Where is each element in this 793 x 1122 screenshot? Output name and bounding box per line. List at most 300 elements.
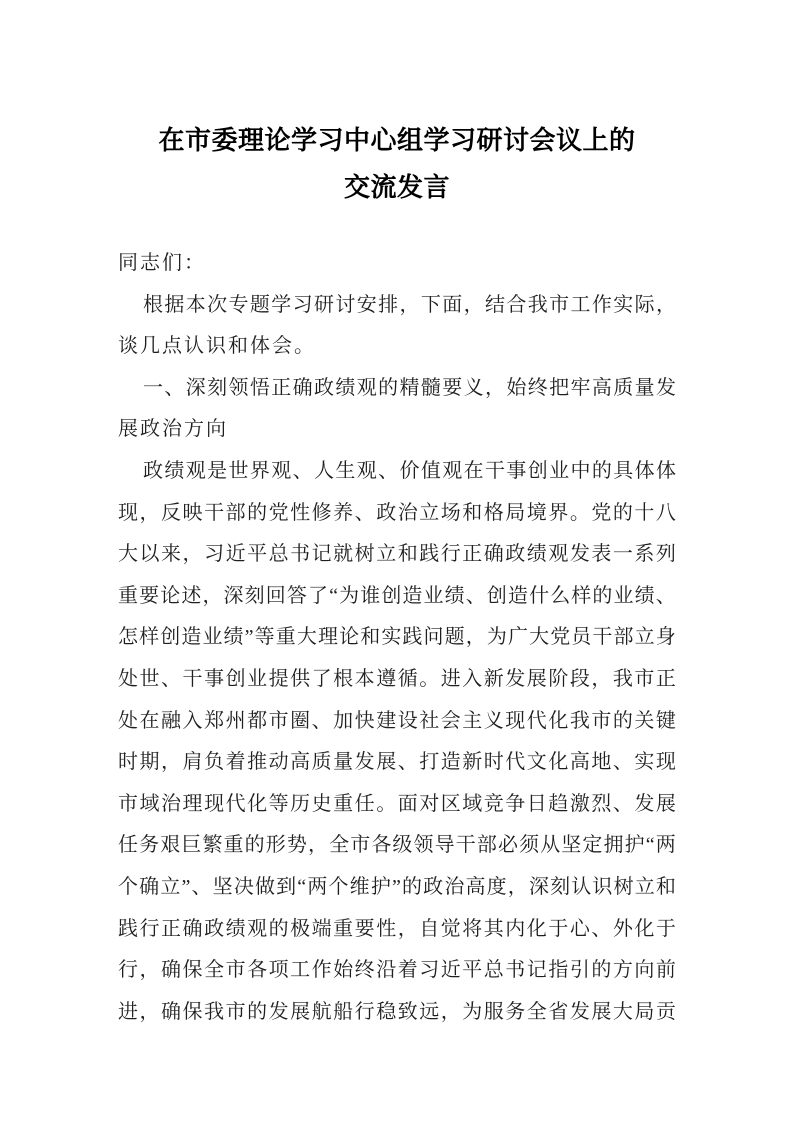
text-char: 书 [290, 543, 311, 566]
text-char: 树 [354, 543, 375, 566]
text-char: 进 [440, 667, 461, 690]
text-char: 着 [225, 751, 246, 774]
text-char: 要 [354, 917, 375, 940]
text-char: 养 [333, 501, 354, 524]
document-body [118, 243, 676, 1033]
text-char: 到 [276, 875, 297, 898]
text-char: 主 [462, 709, 483, 732]
text-char: 生 [335, 459, 356, 482]
text-char: 样 [571, 584, 592, 607]
text-char: 创 [381, 584, 402, 607]
text-char: 全 [526, 1000, 547, 1023]
text-char: 样 [139, 626, 160, 649]
text-line [118, 659, 676, 701]
text-char: 根 [143, 293, 163, 316]
text-char: 人 [314, 459, 334, 482]
text-char: 修 [311, 501, 332, 524]
text-char: 市 [118, 792, 138, 815]
text-line [118, 742, 676, 784]
text-char: 下 [420, 293, 441, 316]
text-char: ， [307, 834, 328, 857]
text-line: 同志们： [118, 252, 206, 274]
text-char: ， [182, 543, 203, 566]
text-char: 、 [354, 501, 375, 524]
text-char: 观 [271, 459, 292, 482]
text-char: 次 [207, 293, 228, 316]
text-char: 稳 [376, 1000, 397, 1023]
text-char: 化 [548, 751, 569, 774]
text-char: 循 [397, 667, 418, 690]
text-char: 设 [397, 709, 418, 732]
text-char: 护 [624, 834, 645, 857]
text-char: 航 [311, 1000, 332, 1023]
text-char: 致 [397, 1000, 418, 1023]
text-char: 员 [571, 626, 592, 649]
text-char: 代 [225, 792, 246, 815]
text-char: 进 [118, 1000, 138, 1023]
text-char: ， [440, 1000, 461, 1023]
text-char: 干 [182, 667, 203, 690]
text-char: 体 [656, 459, 676, 482]
text-char: ， [202, 584, 223, 607]
text-char: 争 [505, 792, 526, 815]
text-char: 从 [540, 834, 561, 857]
text-char: 激 [569, 792, 590, 815]
text-char: 内 [505, 917, 526, 940]
text-char: 刻 [550, 875, 571, 898]
text-char: ， [465, 626, 486, 649]
text-char: 政 [314, 376, 334, 399]
text-char: 立 [419, 501, 440, 524]
text-char: 论 [339, 626, 360, 649]
text-char: 级 [392, 834, 413, 857]
text-char: 服 [483, 1000, 504, 1023]
text-char: 在 [463, 459, 484, 482]
text-char: 社 [419, 709, 440, 732]
text-char: 场 [440, 501, 461, 524]
text-char: 行 [118, 959, 138, 982]
text-char: 始 [506, 376, 527, 399]
text-char: 习 [204, 543, 225, 566]
text-char: 干 [485, 459, 505, 482]
text-char: 确 [182, 917, 203, 940]
text-char: 确 [483, 543, 504, 566]
text-char: 高 [465, 875, 486, 898]
text-char: 认 [571, 875, 592, 898]
text-char: 学 [271, 293, 292, 316]
text-char: 发 [569, 543, 590, 566]
text-char: 各 [371, 834, 392, 857]
text-char: 创 [225, 667, 246, 690]
text-char: 大 [118, 543, 138, 566]
text-char: 展 [376, 751, 397, 774]
text-char: 观 [356, 459, 377, 482]
text-char: 业 [613, 584, 634, 607]
text-char: 个 [118, 875, 138, 898]
text-char: 的 [244, 834, 265, 857]
text-char: ， [397, 917, 418, 940]
text-char: ， [161, 751, 182, 774]
text-char: 了 [311, 667, 332, 690]
text-char: 极 [290, 917, 311, 940]
text-char: 行 [139, 917, 160, 940]
text-line [118, 701, 676, 743]
text-char: 大 [612, 1000, 633, 1023]
text-char: 处 [118, 667, 138, 690]
text-char: 政 [423, 875, 444, 898]
text-char: 阶 [548, 667, 569, 690]
text-char: 沿 [376, 959, 397, 982]
text-char: 的 [591, 459, 612, 482]
text-char: 关 [634, 709, 655, 732]
text-char: 问 [423, 626, 444, 649]
text-char: 高 [290, 751, 311, 774]
text-char: 观 [442, 459, 463, 482]
text-char: 记 [311, 543, 332, 566]
text-char: 圈 [290, 709, 311, 732]
text-char: 题 [444, 626, 465, 649]
text-char: 治 [161, 792, 182, 815]
document-title-line-2: 交流发言 [343, 173, 450, 202]
text-char: 动 [268, 751, 289, 774]
text-char: 身 [655, 626, 676, 649]
text-char: 确 [161, 959, 182, 982]
text-char: 、 [378, 459, 399, 482]
text-char: 深 [185, 376, 206, 399]
text-char: 等 [254, 626, 275, 649]
text-char: 代 [505, 751, 526, 774]
text-char: 维 [349, 875, 370, 898]
text-char: 广 [507, 626, 528, 649]
text-char: 的 [592, 584, 613, 607]
text-char: 局 [505, 501, 526, 524]
text-char: 、 [591, 917, 612, 940]
text-char: 郑 [204, 709, 225, 732]
text-char: 深 [223, 584, 244, 607]
text-char: 定 [582, 834, 603, 857]
text-char: 务 [505, 1000, 526, 1023]
text-char: 务 [139, 834, 160, 857]
text-char: 确 [139, 875, 160, 898]
text-char: 专 [228, 293, 249, 316]
text-char: ， [507, 875, 528, 898]
text-char: 度 [486, 875, 507, 898]
text-line [118, 576, 676, 618]
text-char: 刻 [207, 376, 228, 399]
text-char: 。 [569, 501, 590, 524]
text-char: 加 [333, 709, 354, 732]
text-char: 文 [526, 751, 547, 774]
text-char: 船 [333, 1000, 354, 1023]
text-char: 题 [249, 293, 270, 316]
document-title [118, 117, 676, 211]
document-title-line-1: 在市委理论学习中心组学习研讨会议上的 [158, 126, 636, 155]
text-char: 表 [591, 543, 612, 566]
text-char: 市 [591, 709, 612, 732]
text-char: 。 [376, 792, 397, 815]
text-char: 正 [462, 543, 483, 566]
text-char: 绩 [444, 584, 465, 607]
text-char: 践 [118, 917, 138, 940]
text-char: 势 [286, 834, 307, 857]
text-char: 、 [397, 751, 418, 774]
text-line [118, 617, 676, 659]
text-char: 外 [612, 917, 633, 940]
text-char: 决 [233, 875, 254, 898]
text-char: 识 [592, 875, 613, 898]
text-char: 业 [549, 459, 570, 482]
text-char: 建 [376, 709, 397, 732]
text-char: 局 [634, 1000, 655, 1023]
text-char: 行 [440, 543, 461, 566]
text-char: 界 [249, 459, 270, 482]
text-char: 个 [328, 875, 349, 898]
text-char: 负 [204, 751, 225, 774]
text-char: 习 [419, 959, 440, 982]
text-char: 为 [486, 626, 507, 649]
text-char: 须 [519, 834, 540, 857]
text-line: 谈几点认识和体会。 [118, 335, 316, 358]
text-char: “ [297, 875, 307, 898]
text-char: 历 [290, 792, 311, 815]
text-char: 造 [507, 584, 528, 607]
text-char: 史 [311, 792, 332, 815]
text-char: 市 [634, 667, 655, 690]
text-char: 政 [376, 501, 397, 524]
text-char: 确 [161, 1000, 182, 1023]
text-char: 据 [164, 293, 185, 316]
text-char: 牢 [570, 376, 591, 399]
text-char: 践 [402, 626, 423, 649]
text-char: 一 [612, 543, 633, 566]
text-char: 。 [419, 667, 440, 690]
text-char: 质 [311, 751, 332, 774]
text-char: 近 [440, 959, 461, 982]
text-char: 回 [265, 584, 286, 607]
text-char: 创 [160, 626, 181, 649]
text-char: 市 [225, 1000, 246, 1023]
text-char: 高 [569, 751, 590, 774]
text-char: 的 [591, 959, 612, 982]
text-char: 绩 [223, 626, 244, 649]
text-char: 、 [292, 459, 313, 482]
text-char: 部 [613, 626, 634, 649]
text-char: 艰 [160, 834, 181, 857]
text-char: 深 [528, 875, 549, 898]
text-char: “ [645, 834, 655, 857]
text-char: 际 [634, 293, 655, 316]
text-char: ” [181, 875, 191, 898]
text-char: 大 [529, 626, 550, 649]
text-char: 、 [612, 751, 633, 774]
text-char: “ [329, 584, 338, 607]
text-char: 终 [527, 376, 548, 399]
text-char: 树 [613, 875, 634, 898]
text-char: 和 [462, 501, 483, 524]
text-char: 市 [225, 959, 246, 982]
text-char: 方 [612, 959, 633, 982]
text-char: 终 [354, 959, 375, 982]
text-char: 对 [419, 792, 440, 815]
text-line [118, 784, 676, 826]
text-char: 地 [591, 751, 612, 774]
text-char: 护 [370, 875, 391, 898]
text-char: 绩 [526, 543, 547, 566]
text-char: 现 [655, 751, 676, 774]
text-char: 日 [526, 792, 547, 815]
text-char: 全 [329, 834, 350, 857]
text-char: 做 [254, 875, 275, 898]
text-char: 心 [569, 917, 590, 940]
text-char: 创 [527, 459, 548, 482]
text-char: 体 [634, 459, 655, 482]
text-char: 为 [462, 1000, 483, 1023]
text-char: 值 [420, 459, 441, 482]
text-char: 党 [268, 501, 289, 524]
text-char: 是 [207, 459, 228, 482]
text-char: 刻 [244, 584, 265, 607]
text-char: 趋 [548, 792, 569, 815]
text-char: 谁 [360, 584, 381, 607]
text-char: 立 [634, 875, 655, 898]
text-char: 都 [247, 709, 268, 732]
text-line [118, 950, 676, 992]
text-char: 化 [247, 792, 268, 815]
text-line [118, 992, 676, 1034]
text-char: 重 [223, 834, 244, 857]
text-char: 精 [399, 376, 420, 399]
text-char: 部 [225, 501, 246, 524]
text-char: 绩 [634, 584, 655, 607]
text-line [118, 451, 676, 493]
text-char: 绩 [225, 917, 246, 940]
text-char: 键 [655, 709, 676, 732]
text-char: 入 [182, 709, 203, 732]
text-line [118, 368, 676, 410]
text-char: 观 [247, 917, 268, 940]
text-char: 、 [164, 376, 185, 399]
text-char: 坚 [212, 875, 233, 898]
text-char: 世 [139, 667, 160, 690]
text-char: 习 [292, 293, 313, 316]
text-char: 自 [419, 917, 440, 940]
text-char: 论 [160, 584, 181, 607]
text-char: 提 [268, 667, 289, 690]
text-char: 八 [655, 501, 676, 524]
text-char: 坚 [561, 834, 582, 857]
text-char: 干 [455, 834, 476, 857]
text-char: 入 [462, 667, 483, 690]
text-char: 治 [444, 875, 465, 898]
text-char: 的 [247, 501, 268, 524]
text-line [118, 534, 676, 576]
text-char: 怎 [118, 626, 138, 649]
text-char: 述 [181, 584, 202, 607]
text-char: 将 [462, 917, 483, 940]
text-char: 境 [526, 501, 547, 524]
text-char: 记 [526, 959, 547, 982]
text-char: 了 [307, 584, 328, 607]
text-char: 工 [290, 959, 311, 982]
text-char: 新 [483, 667, 504, 690]
text-char: 平 [462, 959, 483, 982]
text-char: 研 [314, 293, 334, 316]
text-char: 造 [440, 751, 461, 774]
text-char: 的 [402, 875, 423, 898]
text-char: 发 [569, 1000, 590, 1023]
text-char: 和 [397, 543, 418, 566]
text-char: 党 [591, 501, 612, 524]
text-char: 安 [356, 293, 377, 316]
text-char: 向 [634, 959, 655, 982]
text-char: 十 [634, 501, 655, 524]
text-char: 导 [434, 834, 455, 857]
text-char: ， [656, 293, 676, 316]
text-char: 端 [311, 917, 332, 940]
text-line [118, 909, 676, 951]
text-char: 义 [483, 709, 504, 732]
text-char: 和 [655, 875, 676, 898]
text-char: 展 [290, 1000, 311, 1023]
text-char: 干 [204, 501, 225, 524]
text-char: 为 [339, 584, 360, 607]
text-char: 世 [228, 459, 249, 482]
text-char: 市 [268, 709, 289, 732]
text-char: 正 [271, 376, 292, 399]
text-char: 展 [655, 792, 676, 815]
text-char: 践 [419, 543, 440, 566]
text-char: 一 [143, 376, 163, 399]
text-char: 快 [354, 709, 375, 732]
text-char: 烈 [591, 792, 612, 815]
text-char: 总 [268, 543, 289, 566]
text-line [118, 825, 676, 867]
text-char: 和 [360, 626, 381, 649]
text-char: 重 [333, 792, 354, 815]
text-char: 性 [376, 917, 397, 940]
text-char: 以 [139, 543, 160, 566]
text-char: 本 [354, 667, 375, 690]
text-char: 、 [311, 709, 332, 732]
text-char: 融 [161, 709, 182, 732]
text-char: 任 [118, 834, 138, 857]
text-char: 讨 [335, 293, 356, 316]
text-char: 排 [378, 293, 399, 316]
text-char: 要 [442, 376, 463, 399]
text-char: 领 [413, 834, 434, 857]
text-char: 的 [378, 376, 399, 399]
text-char: 作 [591, 293, 612, 316]
text-char: 我 [569, 709, 590, 732]
text-char: 义 [463, 376, 484, 399]
text-char: 根 [333, 667, 354, 690]
text-char: 形 [265, 834, 286, 857]
text-char: 绩 [164, 459, 185, 482]
text-char: 悟 [249, 376, 270, 399]
text-char: 现 [118, 501, 138, 524]
text-char: 、 [191, 875, 212, 898]
text-char: 质 [613, 376, 634, 399]
text-char: 新 [462, 751, 483, 774]
text-char: 两 [655, 834, 676, 857]
text-char: 引 [569, 959, 590, 982]
text-char: 两 [307, 875, 328, 898]
text-char: 要 [139, 584, 160, 607]
text-char: 市 [350, 834, 371, 857]
text-char: 我 [612, 667, 633, 690]
text-char: 推 [247, 751, 268, 774]
text-char: 前 [655, 959, 676, 982]
